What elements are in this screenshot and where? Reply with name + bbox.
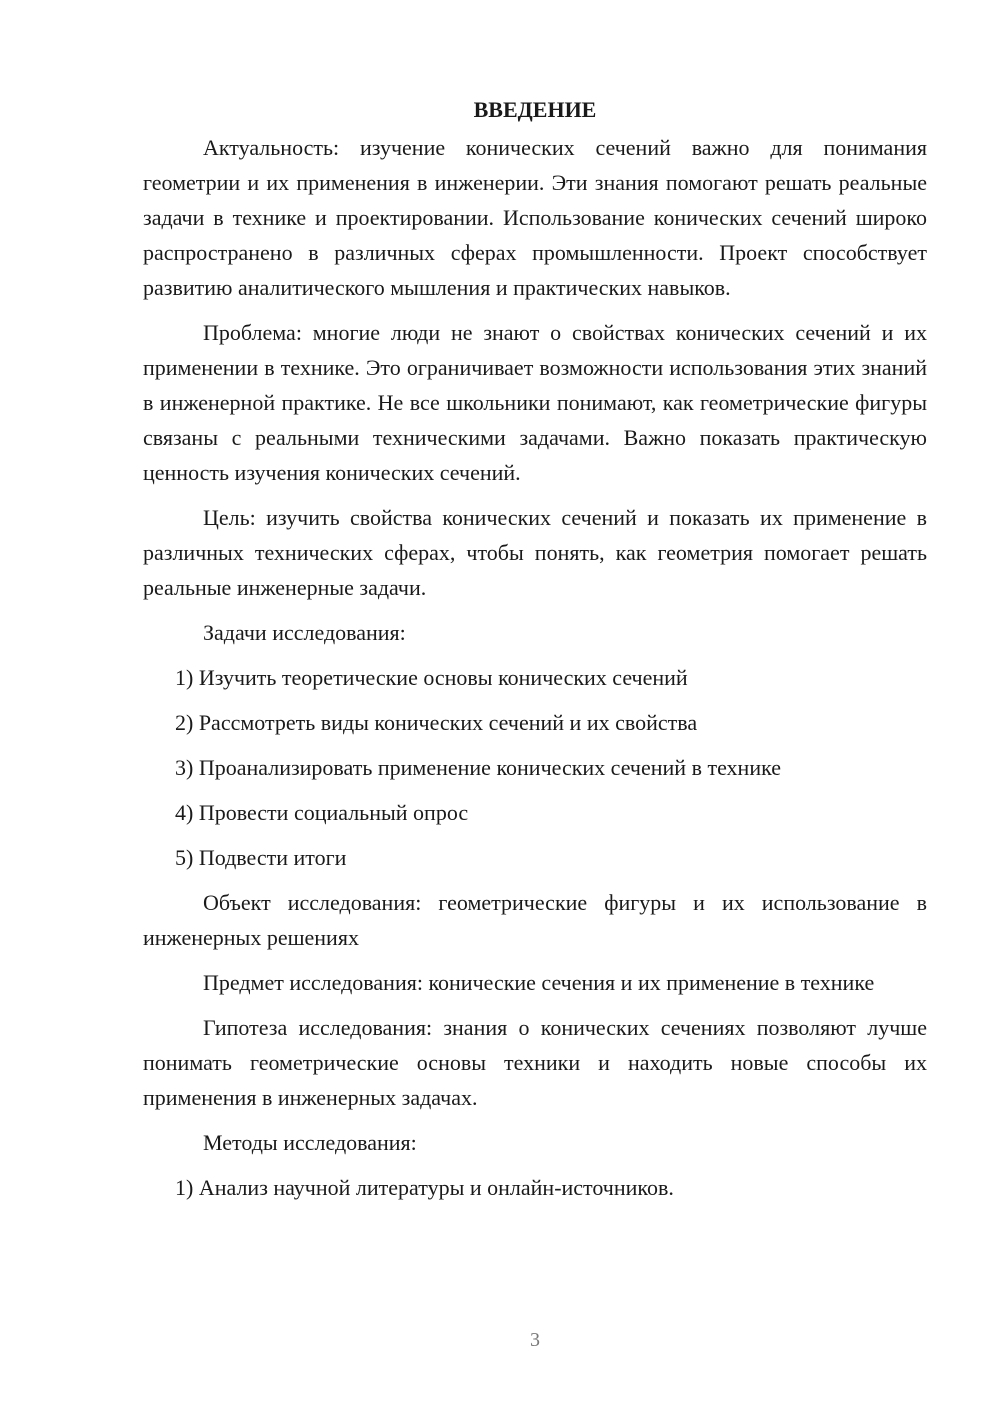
subject-paragraph: Предмет исследования: конические сечения и их применение в технике [203, 970, 875, 995]
tasks-heading: Задачи исследования: [203, 620, 406, 645]
page-number: 3 [530, 1329, 540, 1351]
list-item-method-1: 1) Анализ научной литературы и онлайн-источников. [175, 1175, 674, 1200]
methods-list [143, 1170, 927, 1205]
goal-paragraph: Цель: изучить свойства конических сечений и показать их применение в различных технических сферах, чтобы понять, как геометрия помогает решать реальные инженерные задачи. [143, 505, 927, 600]
list-item-task-5: 5) Подвести итоги [175, 845, 347, 870]
list-item-task-2: 2) Рассмотреть виды конических сечений и их свойства [175, 710, 698, 735]
object-paragraph: Объект исследования: геометрические фигуры и их использование в инженерных решениях [143, 890, 927, 950]
list-item-task-4: 4) Провести социальный опрос [175, 800, 469, 825]
hypothesis-paragraph: Гипотеза исследования: знания о конических сечениях позволяют лучше понимать геометрические основы техники и находить новые способы их применения в инженерных задачах. [143, 1015, 927, 1110]
problem-paragraph: Проблема: многие люди не знают о свойствах конических сечений и их применении в технике. Это ограничивает возможности использования этих знаний в инженерной практике. Не все школьники понимают, как геометрические фигуры связаны с реальными техническими задачами. Важно показать практическую ценность изучения конических сечений. [143, 320, 927, 485]
page-content [143, 94, 927, 1215]
relevance-paragraph: Актуальность: изучение конических сечений важно для понимания геометрии и их применения в инженерии. Эти знания помогают решать реальные задачи в технике и проектировании. Использование конических сечений широко распространено в различных сферах промышленности. Проект способствует развитию аналитического мышления и практических навыков. [143, 135, 927, 300]
list-item-task-3: 3) Проанализировать применение конических сечений в технике [175, 755, 781, 780]
methods-heading: Методы исследования: [203, 1130, 417, 1155]
list-item-task-1: 1) Изучить теоретические основы конических сечений [175, 665, 688, 690]
tasks-list [143, 660, 927, 875]
page-title: ВВЕДЕНИЕ [473, 97, 597, 122]
